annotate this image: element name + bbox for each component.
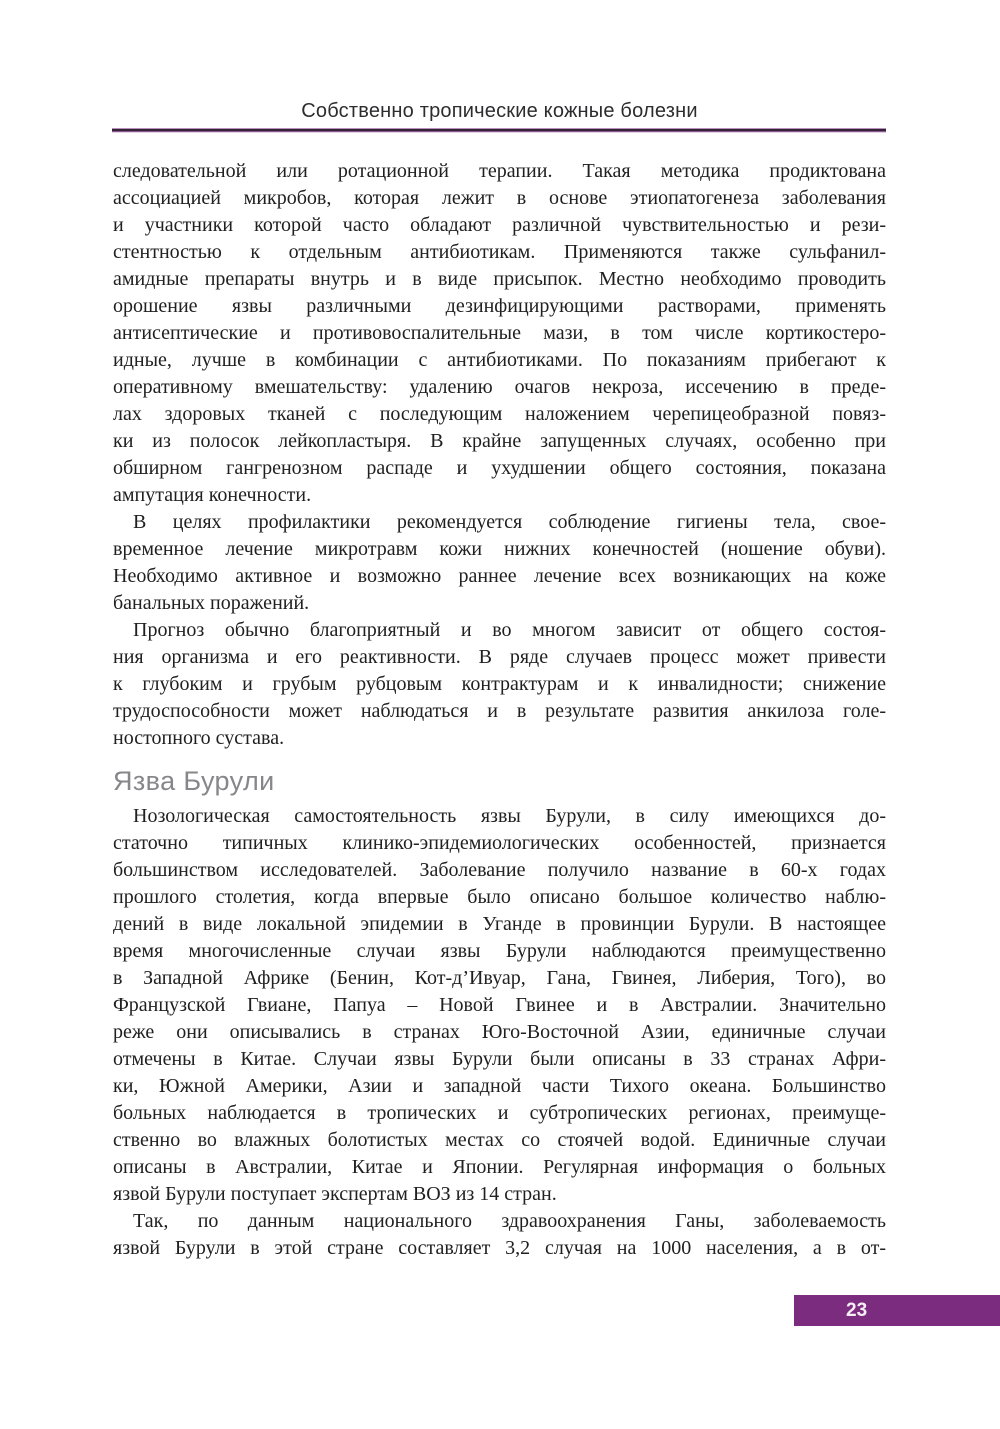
paragraph xyxy=(113,158,886,509)
text-line: прошлого столетия, когда впервые было описано большое количество наблю- xyxy=(113,886,886,908)
text-line: ки, Южной Америки, Азии и западной части Тихого океана. Большинство xyxy=(113,1075,886,1097)
text-line: идные, лучше в комбинации с антибиотиками. По показаниям прибегают к xyxy=(113,349,886,371)
text-line: время многочисленные случаи язвы Бурули наблюдаются преимущественно xyxy=(113,940,886,962)
text-line: больных наблюдается в тропических и субтропических регионах, преимуще- xyxy=(113,1102,886,1124)
text-line: реже они описывались в странах Юго-Восточной Азии, единичные случаи xyxy=(113,1021,886,1043)
text-line: дений в виде локальной эпидемии в Уганде в провинции Бурули. В настоящее xyxy=(113,913,886,935)
text-line: следовательной или ротационной терапии. Такая методика продиктована xyxy=(113,160,886,182)
text-line: лах здоровых тканей с последующим наложением черепицеобразной повяз- xyxy=(113,403,886,425)
text-line: ния организма и его реактивности. В ряде случаев процесс может привести xyxy=(113,646,886,668)
header-rule xyxy=(112,128,886,133)
text-line: Нозологическая самостоятельность язвы Бурули, в силу имеющихся до- xyxy=(133,805,886,827)
text-line: В целях профилактики рекомендуется соблюдение гигиены тела, свое- xyxy=(133,511,886,533)
text-line: и участники которой часто обладают различной чувствительностью и рези- xyxy=(113,214,886,236)
text-line: язвой Бурули поступает экспертам ВОЗ из 14 стран. xyxy=(113,1183,557,1205)
section-heading: Язва Бурули xyxy=(113,766,275,796)
page-number-box xyxy=(794,1295,1000,1326)
text-line: большинством исследователей. Заболевание получило название в 60-х годах xyxy=(113,859,886,881)
text-line: Так, по данным национального здравоохранения Ганы, заболеваемость xyxy=(133,1210,886,1232)
text-line: временное лечение микротравм кожи нижних конечностей (ношение обуви). xyxy=(113,538,886,560)
text-line: антисептические и противовоспалительные мази, в том числе кортикостеро- xyxy=(113,322,886,344)
paragraph xyxy=(113,509,886,617)
text-line: амидные препараты внутрь и в виде присыпок. Местно необходимо проводить xyxy=(113,268,886,290)
text-line: статочно типичных клинико-эпидемиологических особенностей, признается xyxy=(113,832,886,854)
paragraph xyxy=(113,617,886,752)
text-column xyxy=(113,158,886,1262)
text-line: банальных поражений. xyxy=(113,592,310,614)
paragraph xyxy=(113,1208,886,1262)
text-line: трудоспособности может наблюдаться и в результате развития анкилоза голе- xyxy=(113,700,886,722)
paragraph xyxy=(113,803,886,1208)
text-line: ассоциацией микробов, которая лежит в основе этиопатогенеза заболевания xyxy=(113,187,886,209)
text-line: обширном гангренозном распаде и ухудшении общего состояния, показана xyxy=(113,457,886,479)
text-line: ампутация конечности. xyxy=(113,484,312,506)
running-header: Собственно тропические кожные болезни xyxy=(301,100,698,122)
text-line: описаны в Австралии, Китае и Японии. Регулярная информация о больных xyxy=(113,1156,886,1178)
page-number: 23 xyxy=(846,1300,868,1321)
text-line: Французской Гвиане, Папуа – Новой Гвинее и в Австралии. Значительно xyxy=(113,994,886,1016)
text-line: ки из полосок лейкопластыря. В крайне запущенных случаях, особенно при xyxy=(113,430,886,452)
text-line: к глубоким и грубым рубцовым контрактурам и к инвалидности; снижение xyxy=(113,673,886,695)
text-line: оперативному вмешательству: удалению очагов некроза, иссечению в преде- xyxy=(113,376,886,398)
text-line: Необходимо активное и возможно раннее лечение всех возникающих на коже xyxy=(113,565,886,587)
text-line: Прогноз обычно благоприятный и во многом зависит от общего состоя- xyxy=(133,619,886,641)
text-line: отмечены в Китае. Случаи язвы Бурули были описаны в 33 странах Афри- xyxy=(113,1048,886,1070)
text-line: ственно во влажных болотистых местах со стоячей водой. Единичные случаи xyxy=(113,1129,886,1151)
text-line: ностопного сустава. xyxy=(113,727,285,749)
text-line: орошение язвы различными дезинфицирующими растворами, применять xyxy=(113,295,886,317)
text-line: в Западной Африке (Бенин, Кот-д’Ивуар, Гана, Гвинея, Либерия, Того), во xyxy=(113,967,886,989)
text-line: язвой Бурули в этой стране составляет 3,2 случая на 1000 населения, а в от- xyxy=(113,1237,886,1259)
text-line: стентностью к отдельным антибиотикам. Применяются также сульфанил- xyxy=(113,241,886,263)
